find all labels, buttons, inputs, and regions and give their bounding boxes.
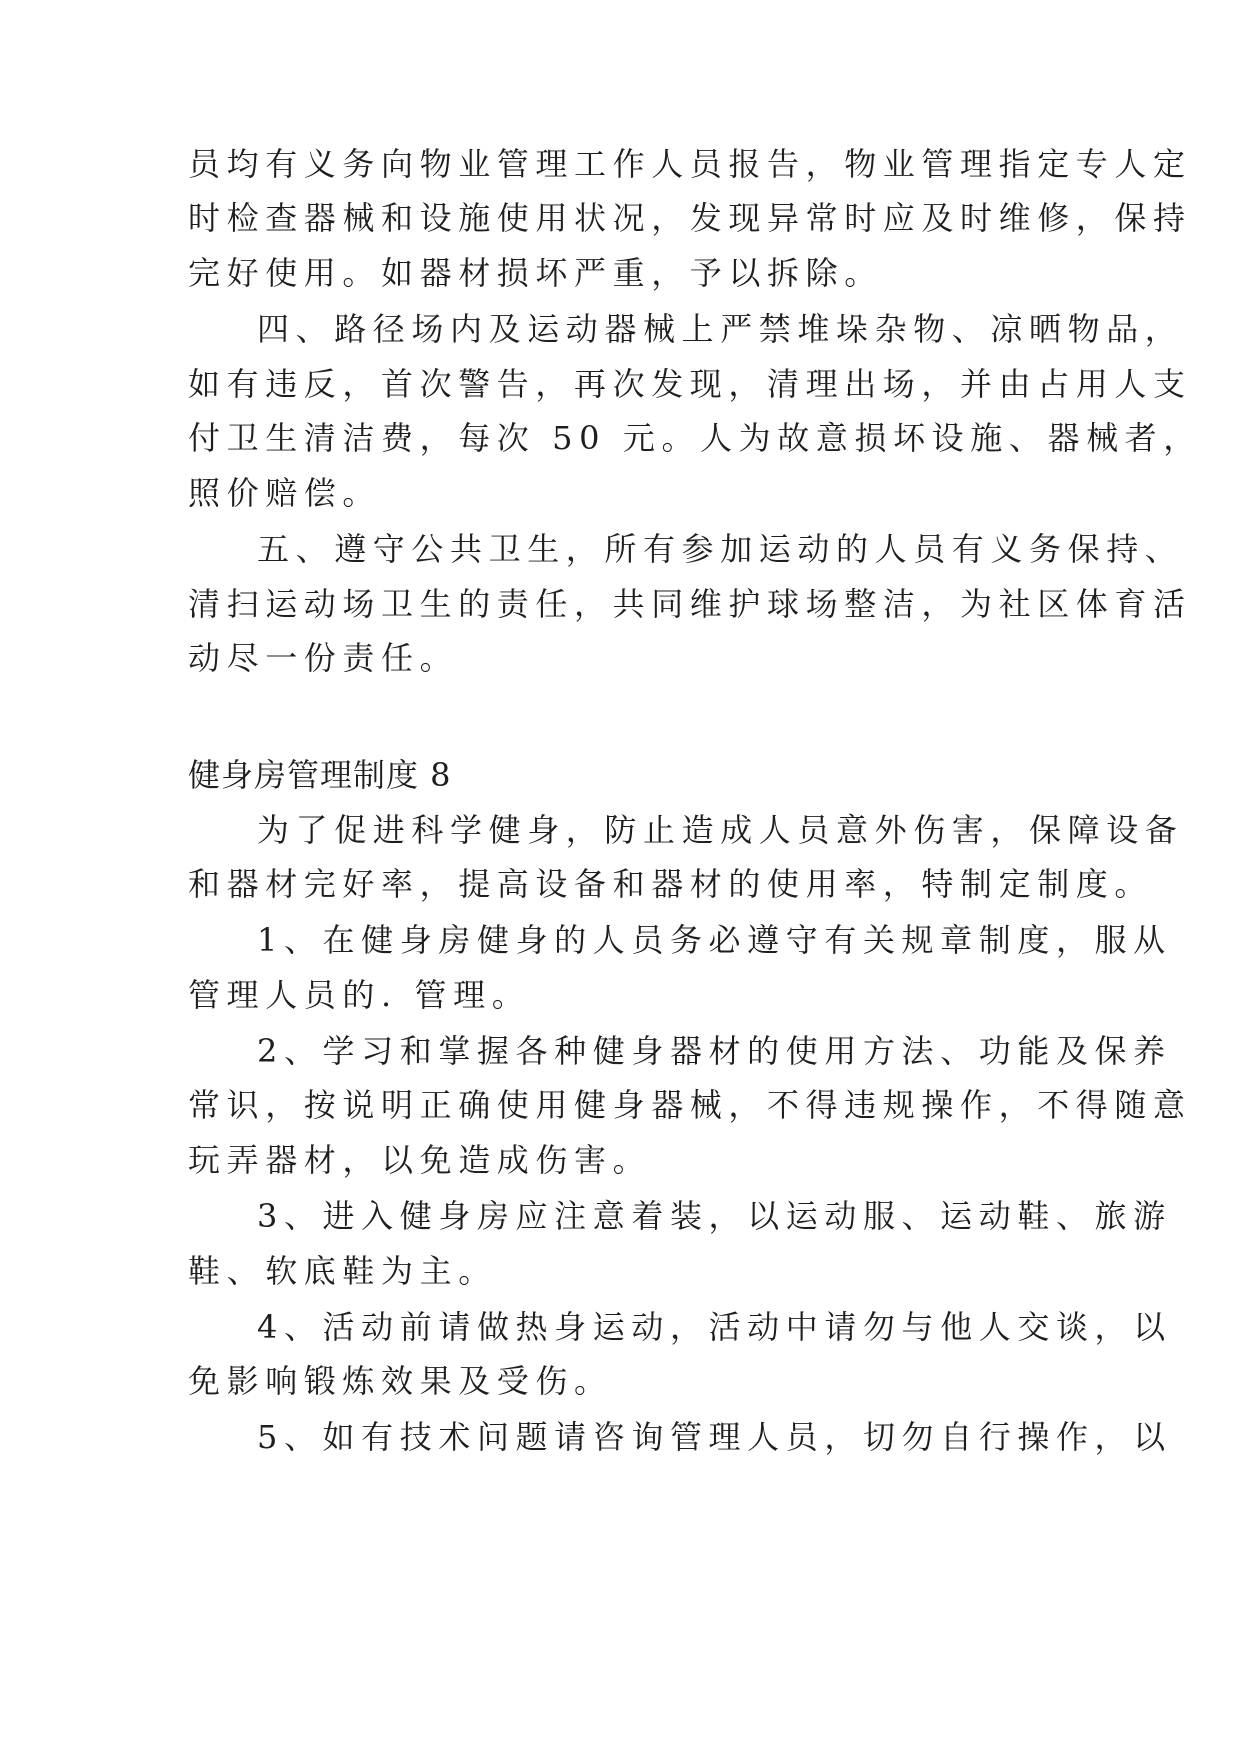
paragraph-line: 清扫运动场卫生的责任，共同维护球场整洁，为社区体育活 (188, 585, 1192, 623)
section-heading: 健身房管理制度 8 (188, 756, 452, 794)
paragraph-line: 鞋、软底鞋为主。 (188, 1252, 497, 1290)
paragraph-line: 动尽一份责任。 (188, 639, 459, 677)
paragraph-line: 玩弄器材，以免造成伤害。 (188, 1141, 652, 1179)
paragraph-line: 管理人员的. 管理。 (188, 976, 531, 1014)
paragraph-line: 2、学习和掌握各种健身器材的使用方法、功能及保养 (257, 1032, 1172, 1070)
paragraph-line: 员均有义务向物业管理工作人员报告，物业管理指定专人定 (188, 145, 1192, 183)
paragraph-line: 4、活动前请做热身运动，活动中请勿与他人交谈，以 (257, 1308, 1172, 1346)
paragraph-line: 时检查器械和设施使用状况，发现异常时应及时维修，保持 (188, 199, 1192, 237)
paragraph-line: 5、如有技术问题请咨询管理人员，切勿自行操作，以 (257, 1418, 1172, 1456)
paragraph-line: 照价赔偿。 (188, 474, 382, 512)
paragraph-line: 五、遵守公共卫生，所有参加运动的人员有义务保持、 (257, 530, 1184, 568)
paragraph-line: 免影响锻炼效果及受伤。 (188, 1362, 613, 1400)
paragraph-line: 为了促进科学健身，防止造成人员意外伤害，保障设备 (257, 811, 1184, 849)
paragraph-line: 四、路径场内及运动器械上严禁堆垛杂物、凉晒物品， (257, 310, 1184, 348)
paragraph-line: 常识，按说明正确使用健身器械，不得违规操作，不得随意 (188, 1086, 1192, 1124)
paragraph-line: 如有违反，首次警告，再次发现，清理出场，并由占用人支 (188, 365, 1192, 403)
paragraph-line: 1、在健身房健身的人员务必遵守有关规章制度，服从 (257, 921, 1172, 959)
paragraph-line: 完好使用。如器材损坏严重，予以拆除。 (188, 254, 883, 292)
paragraph-line: 和器材完好率，提高设备和器材的使用率，特制定制度。 (188, 865, 1154, 903)
paragraph-line: 3、进入健身房应注意着装，以运动服、运动鞋、旅游 (257, 1197, 1172, 1235)
paragraph-line: 付卫生清洁费，每次 50 元。人为故意损坏设施、器械者， (188, 419, 1202, 457)
